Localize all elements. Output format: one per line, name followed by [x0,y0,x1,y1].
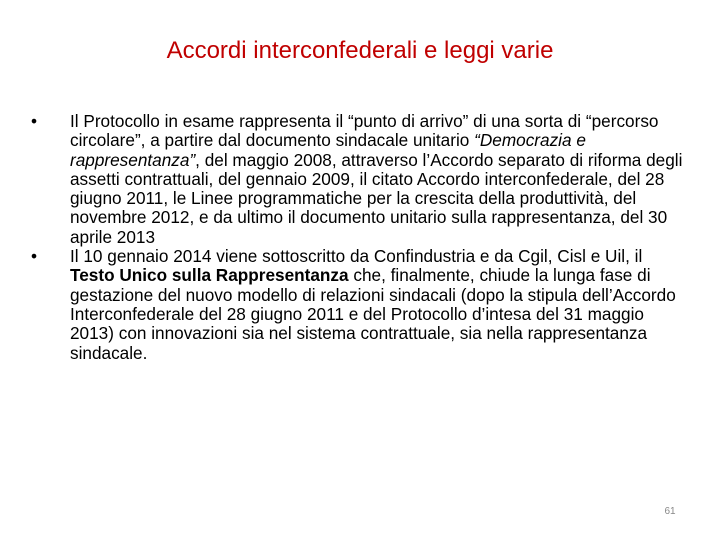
bullet-bold-text: Testo Unico sulla Rappresentanza [70,265,349,286]
bullet-text: Il 10 gennaio 2014 viene sottoscritto da Confindustria e da Cgil, Cisl e Uil, il [70,246,643,267]
bullet-marker: • [30,111,38,131]
page-number: 61 [664,506,676,517]
bullet-italic-text: “Democrazia e rappresentanza” [70,130,586,170]
bullet-text: Il Protocollo in esame rappresenta il “punto di arrivo” di una sorta di “percorso circolare”, a partire dal documento sindacale unitario [70,111,659,151]
bullet-item [24,247,684,363]
bullet-item [24,112,684,247]
slide-title: Accordi interconfederali e leggi varie [166,37,554,64]
bullet-list [24,112,684,363]
bullet-marker: • [30,246,38,267]
bullet-text: che, finalmente, chiude la lunga fase di gestazione del nuovo modello di relazioni sindacali (dopo la stipula dell’Accordo Interconfederale del 28 giugno 2011 e del Protocollo d’intesa del 31 maggio 2013) con innovazioni sia nel sistema contrattuale, sia nella rappresentanza sindacale. [70,265,676,363]
bullet-text: , del maggio 2008, attraverso l’Accordo separato di riforma degli assetti contrattuali, del gennaio 2009, il citato Accordo interconfederale, del 28 giugno 2011, le Linee programmatiche per la crescita della produttività, del novembre 2012, e da ultimo il documento unitario sulla rappresentanza, del 30 aprile 2013 [70,149,683,247]
